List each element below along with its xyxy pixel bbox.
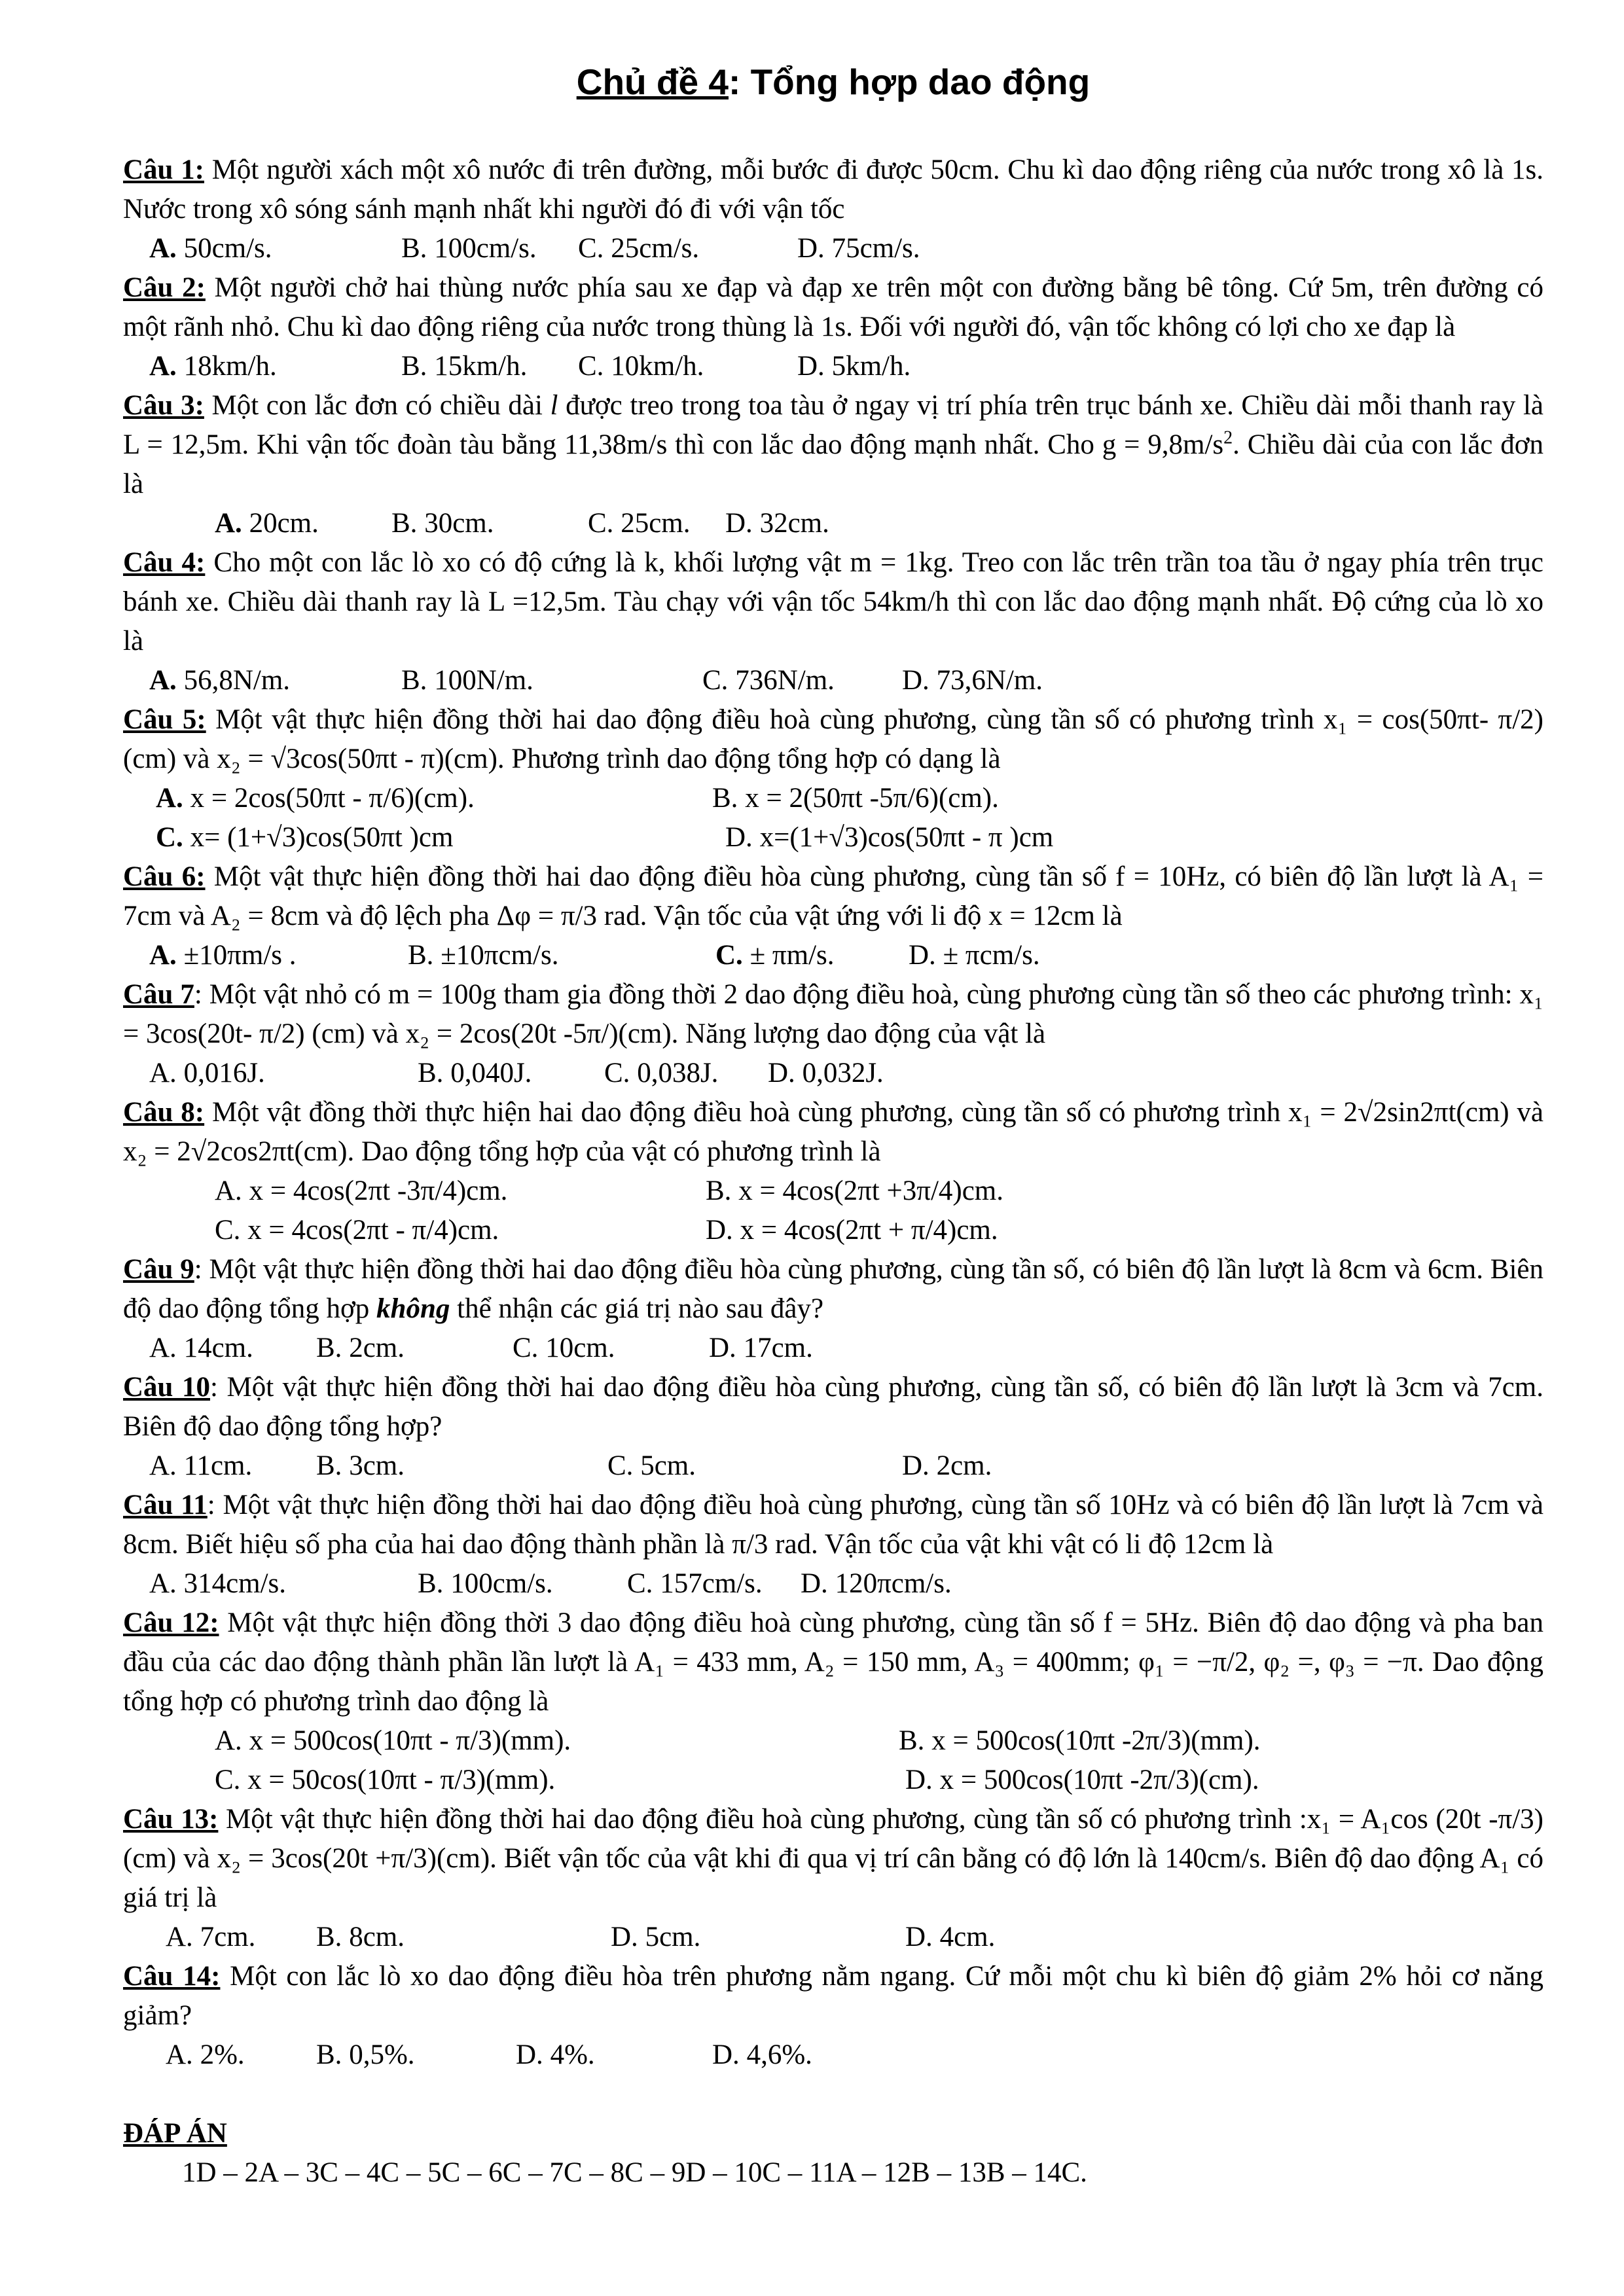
option-d: D. 0,032J. (768, 1058, 884, 1088)
option-c: C. x= (1+√3)cos(50πt )cm (156, 822, 454, 853)
option-c: C. 157cm/s. (627, 1568, 763, 1599)
option-c: D. 5cm. (611, 1922, 701, 1952)
option-c: C. 0,038J. (604, 1058, 719, 1088)
document-page (123, 52, 1543, 2193)
option-b: B. 100cm/s. (418, 1568, 553, 1599)
question-8 (123, 1093, 1543, 1172)
question-14 (123, 1957, 1543, 2036)
option-c: C. 10km/h. (578, 351, 704, 382)
option-d: D. 4,6%. (712, 2039, 812, 2070)
option-a: A. 20cm. (215, 508, 319, 539)
question-text: Một con lắc lò xo dao động điều hòa trên phương nằm ngang. Cứ mỗi một chu kì biên độ giảm 2% hỏi cơ năng giảm? (123, 1961, 1543, 2031)
option-c: C. 736N/m. (702, 665, 835, 696)
options-8b (123, 1211, 1543, 1250)
question-label: Câu 6: (123, 861, 206, 892)
option-d: D. x = 4cos(2πt + π/4)cm. (706, 1215, 998, 1246)
option-b: B. 3cm. (316, 1450, 405, 1481)
question-label: Câu 7 (123, 979, 194, 1010)
option-b: B. x = 2(50πt -5π/6)(cm). (712, 783, 999, 814)
question-text: Cho một con lắc lò xo có độ cứng là k, khối lượng vật m = 1kg. Treo con lắc trên trần toa tầu ở ngay phía trên trục bánh xe. Chiều dài thanh ray là L =12,5m. Tàu chạy với vận tốc 54km/h thì con lắc dao động mạnh nhất. Độ cứng của lò xo là (123, 547, 1543, 656)
option-a: A. x = 2cos(50πt - π/6)(cm). (156, 783, 475, 814)
option-a: A. 2%. (166, 2039, 245, 2070)
option-d: D. 4cm. (905, 1922, 996, 1952)
question-label: Câu 11 (123, 1490, 208, 1520)
question-label: Câu 5: (123, 704, 206, 735)
options-10 (123, 1446, 1543, 1486)
options-12a (123, 1721, 1543, 1761)
option-c: C. 25cm/s. (578, 233, 700, 264)
option-a: A. 18km/h. (149, 351, 277, 382)
page-title (123, 59, 1543, 105)
question-label: Câu 9 (123, 1254, 194, 1285)
options-12b (123, 1761, 1543, 1800)
option-d: D. x = 500cos(10πt -2π/3)(cm). (905, 1765, 1259, 1795)
question-label: Câu 1: (123, 154, 204, 185)
answer-key: 1D – 2A – 3C – 4C – 5C – 6C – 7C – 8C – 9D – 10C – 11A – 12B – 13B – 14C. (182, 2157, 1087, 2188)
option-d: D. 73,6N/m. (902, 665, 1043, 696)
option-a: A. x = 500cos(10πt - π/3)(mm). (215, 1725, 571, 1756)
option-a: A. 11cm. (149, 1450, 253, 1481)
option-d: D. x=(1+√3)cos(50πt - π )cm (725, 822, 1054, 853)
question-text: Một vật thực hiện đồng thời hai dao động điều hòa cùng phương, cùng tần số f = 10Hz, có biên độ lần lượt là A₁ = 7cm và A₂ = 8cm và độ lệch pha Δφ = π/3 rad. Vận tốc của vật ứng với li độ x = 12cm là (123, 861, 1543, 931)
question-text: Một người xách một xô nước đi trên đường, mỗi bước đi được 50cm. Chu kì dao động riêng của nước trong xô là 1s. Nước trong xô sóng sánh mạnh nhất khi người đó đi với vận tốc (123, 154, 1543, 224)
options-8a (123, 1172, 1543, 1211)
question-1 (123, 151, 1543, 229)
options-2 (123, 347, 1543, 386)
options-6 (123, 936, 1543, 975)
question-9: Câu 9: Một vật thực hiện đồng thời hai dao động điều hòa cùng phương, cùng tần số, có biên độ lần lượt là 8cm và 6cm. Biên độ dao động tổng hợp không thể nhận các giá trị nào sau đây? (123, 1254, 1543, 1324)
question-text: : Một vật nhỏ có m = 100g tham gia đồng thời 2 dao động điều hoà, cùng phương cùng tần số theo các phương trình: x₁ = 3cos(20t- π/2) (cm) và x₂ = 2cos(20t -5π/)(cm). Năng lượng dao động của vật là (123, 979, 1543, 1049)
option-b: B. 0,5%. (316, 2039, 415, 2070)
option-b: B. x = 500cos(10πt -2π/3)(mm). (899, 1725, 1261, 1756)
question-13 (123, 1800, 1543, 1918)
option-d: D. 5km/h. (797, 351, 911, 382)
option-b: B. 8cm. (316, 1922, 405, 1952)
question-label: Câu 10 (123, 1372, 210, 1403)
option-d: D. ± πcm/s. (909, 940, 1040, 971)
question-4 (123, 543, 1543, 661)
title-name: : Tổng hợp dao động (728, 62, 1091, 102)
options-14 (123, 2036, 1543, 2075)
option-c: C. 10cm. (513, 1333, 615, 1363)
options-5b (123, 818, 1543, 857)
option-c: D. 4%. (516, 2039, 595, 2070)
question-label: Câu 4: (123, 547, 206, 578)
question-label: Câu 14: (123, 1961, 221, 1992)
option-a: A. 314cm/s. (149, 1568, 287, 1599)
title-topic: Chủ đề 4 (576, 62, 729, 102)
question-5 (123, 700, 1543, 779)
option-a: A. x = 4cos(2πt -3π/4)cm. (215, 1175, 508, 1206)
option-b: B. 15km/h. (401, 351, 528, 382)
options-11 (123, 1564, 1543, 1604)
option-a: A. ±10πm/s . (149, 940, 297, 971)
question-text: : Một vật thực hiện đồng thời hai dao động điều hòa cùng phương, cùng tần số, có biên độ lần lượt là 3cm và 7cm. Biên độ dao động tổng hợp? (123, 1372, 1543, 1442)
option-d: D. 120πcm/s. (801, 1568, 952, 1599)
option-c: C. x = 4cos(2πt - π/4)cm. (215, 1215, 499, 1246)
options-9 (123, 1329, 1543, 1368)
option-b: B. x = 4cos(2πt +3π/4)cm. (706, 1175, 1003, 1206)
option-d: D. 17cm. (709, 1333, 813, 1363)
question-text: Một vật thực hiện đồng thời hai dao động điều hoà cùng phương, cùng tần số có phương trình :x₁ = A₁cos (20t -π/3)(cm) và x₂ = 3cos(20t +π/3)(cm). Biết vận tốc của vật khi đi qua vị trí cân bằng có độ lớn là 140cm/s. Biên độ dao động A₁ có giá trị là (123, 1804, 1543, 1913)
option-b: B. 30cm. (391, 508, 494, 539)
options-1 (123, 229, 1543, 268)
option-c: C. 5cm. (607, 1450, 696, 1481)
option-a: A. 50cm/s. (149, 233, 272, 264)
question-label: Câu 13: (123, 1804, 219, 1835)
option-d: D. 2cm. (902, 1450, 992, 1481)
question-text: Một vật đồng thời thực hiện hai dao động điều hoà cùng phương, cùng tần số có phương trình x₁ = 2√2sin2πt(cm) và x₂ = 2√2cos2πt(cm). Dao động tổng hợp của vật có phương trình là (123, 1097, 1543, 1167)
question-6 (123, 857, 1543, 936)
question-3: Câu 3: Một con lắc đơn có chiều dài l được treo trong toa tàu ở ngay vị trí phía trên trục bánh xe. Chiều dài mỗi thanh ray là L = 12,5m. Khi vận tốc đoàn tàu bằng 11,38m/s thì con lắc dao động mạnh nhất. Cho $g = 9,8m/s^2$. Chiều dài của con lắc đơn là (123, 390, 1544, 499)
option-b: B. 2cm. (316, 1333, 405, 1363)
question-2 (123, 268, 1543, 347)
option-b: B. 100cm/s. (401, 233, 537, 264)
option-c: C. ± πm/s. (715, 940, 835, 971)
question-text: Một vật thực hiện đồng thời hai dao động điều hoà cùng phương, cùng tần số có phương trình x₁ = cos(50πt- π/2) (cm) và x₂ = √3cos(50πt - π)(cm). Phương trình dao động tổng hợp có dạng là (123, 704, 1544, 774)
options-7 (123, 1054, 1543, 1093)
question-label: Câu 12: (123, 1607, 219, 1638)
question-label: Câu 2: (123, 272, 206, 303)
options-13 (123, 1918, 1543, 1957)
question-text: Một vật thực hiện đồng thời 3 dao động điều hoà cùng phương, cùng tần số f = 5Hz. Biên độ dao động và pha ban đầu của các dao động thành phần lần lượt là A₁ = 433 mm, A₂ = 150 mm, A₃ = 400mm; φ₁ = −π/2, φ₂ =, φ₃ = −π. Dao động tổng hợp có phương trình dao động là (123, 1607, 1543, 1717)
question-label: Câu 8: (123, 1097, 205, 1128)
question-label: Câu 3: (123, 390, 204, 421)
option-b: B. ±10πcm/s. (408, 940, 559, 971)
question-11 (123, 1486, 1543, 1564)
option-b: B. 100N/m. (401, 665, 533, 696)
option-a: A. 7cm. (166, 1922, 256, 1952)
options-5a (123, 779, 1543, 818)
option-a: A. 56,8N/m. (149, 665, 291, 696)
question-7 (123, 975, 1543, 1054)
answer-heading: ĐÁP ÁN (123, 2118, 227, 2149)
question-text: : Một vật thực hiện đồng thời hai dao động điều hoà cùng phương, cùng tần số 10Hz và có biên độ lần lượt là 7cm và 8cm. Biết hiệu số pha của hai dao động thành phần là π/3 rad. Vận tốc của vật khi vật có li độ 12cm là (123, 1490, 1543, 1560)
option-d: D. 75cm/s. (797, 233, 920, 264)
option-b: B. 0,040J. (418, 1058, 532, 1088)
option-a: A. 0,016J. (149, 1058, 265, 1088)
option-c: C. x = 50cos(10πt - π/3)(mm). (215, 1765, 556, 1795)
question-10 (123, 1368, 1543, 1446)
option-d: D. 32cm. (725, 508, 829, 539)
option-c: C. 25cm. (588, 508, 691, 539)
question-12 (123, 1604, 1543, 1721)
question-text: Một người chở hai thùng nước phía sau xe đạp và đạp xe trên một con đường bằng bê tông. Cứ 5m, trên đường có một rãnh nhỏ. Chu kì dao động riêng của nước trong thùng là 1s. Đối với người đó, vận tốc không có lợi cho xe đạp là (123, 272, 1544, 342)
option-a: A. 14cm. (149, 1333, 253, 1363)
options-3 (123, 504, 1543, 543)
options-4 (123, 661, 1543, 700)
